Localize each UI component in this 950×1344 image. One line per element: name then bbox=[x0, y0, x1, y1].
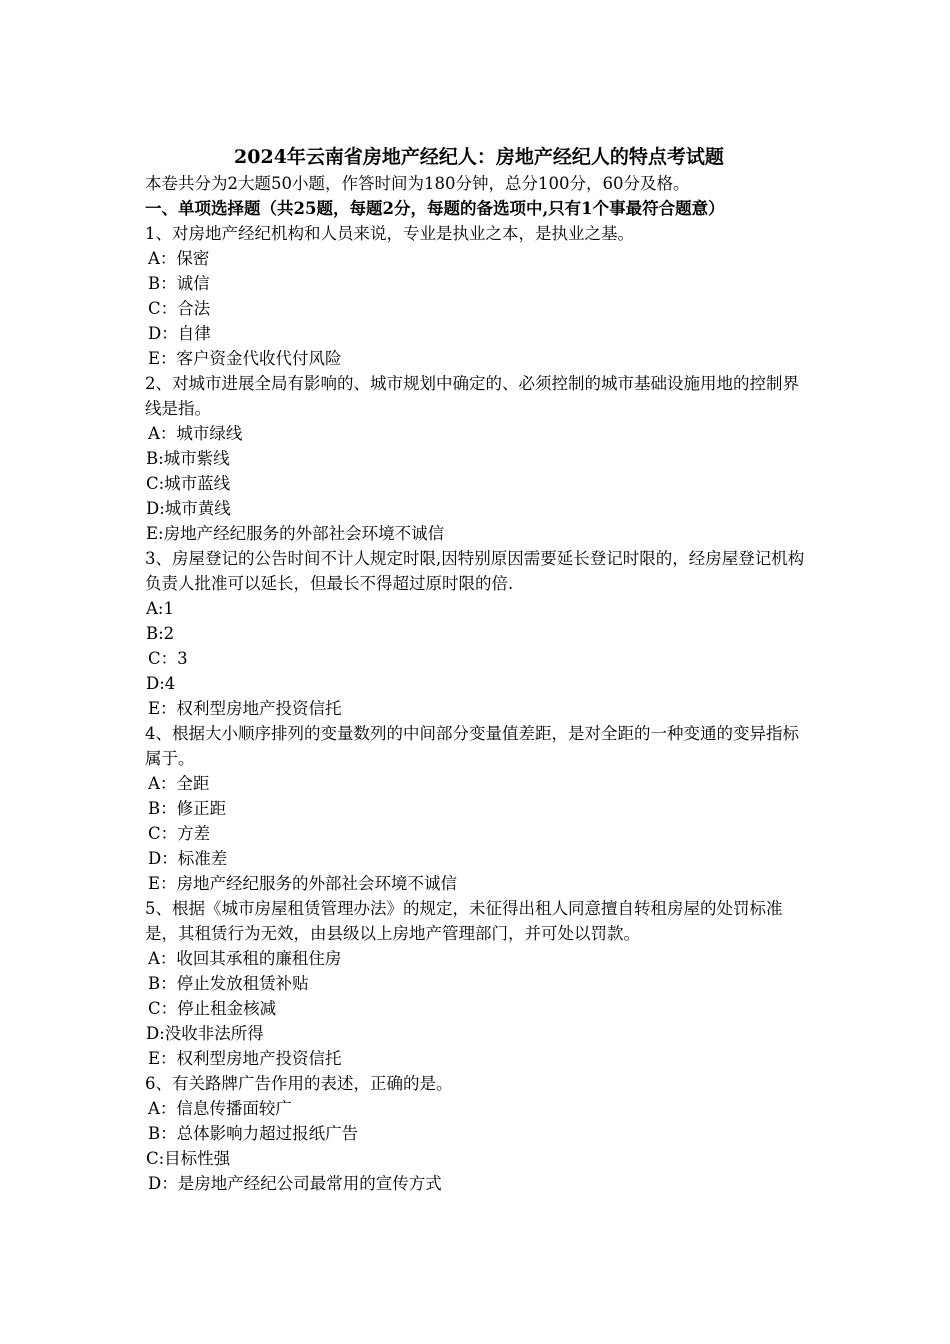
question-stem: 1、对房地产经纪机构和人员来说，专业是执业之本，是执业之基。 bbox=[145, 224, 634, 243]
option-d: D：标准差 bbox=[148, 849, 228, 868]
option-b: B：总体影响力超过报纸广告 bbox=[148, 1124, 359, 1143]
question-stem: 6、有关路牌广告作用的表述，正确的是。 bbox=[145, 1074, 453, 1093]
question-6 bbox=[145, 1071, 813, 1196]
option-c: C：合法 bbox=[148, 299, 211, 318]
question-2 bbox=[145, 371, 813, 546]
option-c: C：3 bbox=[148, 649, 188, 668]
option-e: E：客户资金代收代付风险 bbox=[148, 349, 342, 368]
option-b: B:2 bbox=[146, 624, 175, 643]
option-b: B:城市紫线 bbox=[146, 449, 230, 468]
option-d: D：是房地产经纪公司最常用的宣传方式 bbox=[148, 1174, 442, 1193]
option-d: D:城市黄线 bbox=[146, 499, 231, 518]
option-a: A：城市绿线 bbox=[148, 424, 243, 443]
document-title: 2024年云南省房地产经纪人：房地产经纪人的特点考试题 bbox=[234, 146, 724, 168]
option-e: E:房地产经纪服务的外部社会环境不诚信 bbox=[146, 524, 445, 543]
option-e: E：权利型房地产投资信托 bbox=[148, 699, 342, 718]
question-4 bbox=[145, 721, 813, 896]
option-c: C：方差 bbox=[148, 824, 211, 843]
exam-intro: 本卷共分为2大题50小题，作答时间为180分钟，总分100分，60分及格。 bbox=[145, 174, 690, 193]
option-b: B：停止发放租赁补贴 bbox=[148, 974, 309, 993]
option-c: C:目标性强 bbox=[146, 1149, 231, 1168]
option-d: D:4 bbox=[146, 674, 176, 693]
question-5 bbox=[145, 896, 813, 1071]
question-1 bbox=[145, 221, 813, 371]
option-a: A：信息传播面较广 bbox=[148, 1099, 292, 1118]
option-e: E：房地产经纪服务的外部社会环境不诚信 bbox=[148, 874, 458, 893]
question-stem: 5、根据《城市房屋租赁管理办法》的规定，未征得出租人同意擅自转租房屋的处罚标准是，其租赁行为无效，由县级以上房地产管理部门，并可处以罚款。 bbox=[145, 899, 783, 943]
option-d: D：自律 bbox=[148, 324, 211, 343]
question-stem: 2、对城市进展全局有影响的、城市规划中确定的、必须控制的城市基础设施用地的控制界线是指。 bbox=[145, 374, 799, 418]
option-c: C：停止租金核减 bbox=[148, 999, 277, 1018]
option-c: C:城市蓝线 bbox=[146, 474, 231, 493]
option-a: A：保密 bbox=[148, 249, 210, 268]
option-b: B：诚信 bbox=[148, 274, 210, 293]
question-stem: 4、根据大小顺序排列的变量数列的中间部分变量值差距，是对全距的一种变通的变异指标属于。 bbox=[145, 724, 799, 768]
option-b: B：修正距 bbox=[148, 799, 227, 818]
option-a: A:1 bbox=[146, 599, 174, 618]
document-body bbox=[145, 143, 813, 1196]
option-d: D:没收非法所得 bbox=[146, 1024, 264, 1043]
option-e: E：权利型房地产投资信托 bbox=[148, 1049, 342, 1068]
question-stem: 3、房屋登记的公告时间不计人规定时限,因特别原因需要延长登记时限的，经房屋登记机构负责人批准可以延长，但最长不得超过原时限的倍. bbox=[145, 549, 805, 593]
option-a: A：全距 bbox=[148, 774, 210, 793]
section-heading: 一、单项选择题（共25题，每题2分，每题的备选项中,只有1个事最符合题意） bbox=[145, 199, 725, 218]
option-a: A：收回其承租的廉租住房 bbox=[148, 949, 342, 968]
question-3 bbox=[145, 546, 813, 721]
